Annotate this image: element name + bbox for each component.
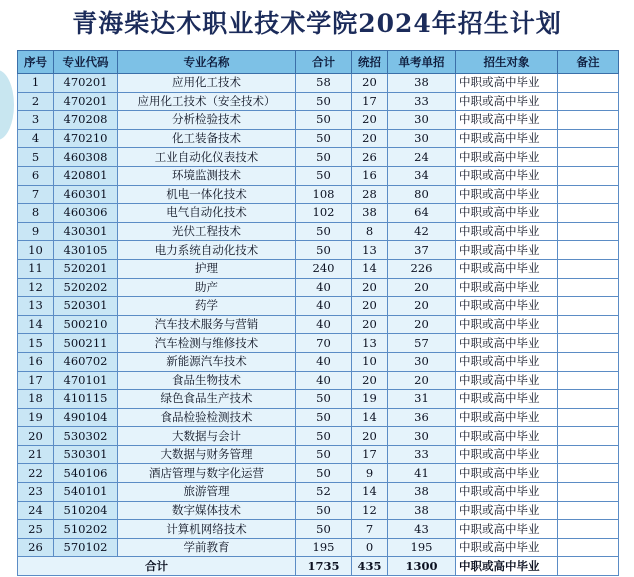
- row-total: 50: [296, 464, 352, 483]
- row-code: 530301: [54, 445, 118, 464]
- enrollment-table: [17, 50, 619, 576]
- row-unified: 19: [352, 390, 388, 409]
- row-name: 大数据与会计: [118, 427, 296, 446]
- row-seq: 4: [18, 129, 54, 148]
- row-code: 490104: [54, 408, 118, 427]
- total-sum: 1735: [296, 557, 352, 576]
- row-seq: 19: [18, 408, 54, 427]
- row-note: [558, 445, 619, 464]
- table-row: [18, 241, 619, 260]
- row-single: 33: [388, 445, 456, 464]
- row-total: 50: [296, 501, 352, 520]
- row-code: 540106: [54, 464, 118, 483]
- row-target: 中职或高中毕业: [456, 166, 558, 185]
- table-row: [18, 501, 619, 520]
- table-row: [18, 352, 619, 371]
- row-note: [558, 278, 619, 297]
- row-seq: 1: [18, 74, 54, 93]
- row-code: 500211: [54, 334, 118, 353]
- row-unified: 20: [352, 278, 388, 297]
- row-note: [558, 185, 619, 204]
- table-row: [18, 315, 619, 334]
- table-row: [18, 74, 619, 93]
- decorative-curve: [0, 70, 14, 140]
- row-seq: 14: [18, 315, 54, 334]
- row-note: [558, 204, 619, 223]
- row-single: 33: [388, 92, 456, 111]
- table-row: [18, 483, 619, 502]
- row-seq: 10: [18, 241, 54, 260]
- table-header-row: [18, 51, 619, 74]
- row-total: 52: [296, 483, 352, 502]
- row-seq: 25: [18, 520, 54, 539]
- row-name: 药学: [118, 297, 296, 316]
- row-single: 30: [388, 427, 456, 446]
- row-code: 470201: [54, 92, 118, 111]
- row-seq: 7: [18, 185, 54, 204]
- row-single: 38: [388, 501, 456, 520]
- row-code: 500210: [54, 315, 118, 334]
- row-unified: 13: [352, 241, 388, 260]
- row-single: 20: [388, 297, 456, 316]
- row-single: 43: [388, 520, 456, 539]
- row-seq: 21: [18, 445, 54, 464]
- row-code: 420801: [54, 166, 118, 185]
- row-code: 510204: [54, 501, 118, 520]
- column-header: 专业名称: [118, 51, 296, 74]
- row-target: 中职或高中毕业: [456, 92, 558, 111]
- row-single: 24: [388, 148, 456, 167]
- row-target: 中职或高中毕业: [456, 464, 558, 483]
- row-total: 58: [296, 74, 352, 93]
- row-seq: 13: [18, 297, 54, 316]
- table-row: [18, 278, 619, 297]
- row-code: 430301: [54, 222, 118, 241]
- row-name: 计算机网络技术: [118, 520, 296, 539]
- row-unified: 8: [352, 222, 388, 241]
- row-total: 50: [296, 148, 352, 167]
- row-code: 460308: [54, 148, 118, 167]
- row-note: [558, 464, 619, 483]
- row-total: 50: [296, 111, 352, 130]
- table-row: [18, 538, 619, 557]
- row-code: 470201: [54, 74, 118, 93]
- row-total: 195: [296, 538, 352, 557]
- row-target: 中职或高中毕业: [456, 204, 558, 223]
- row-name: 新能源汽车技术: [118, 352, 296, 371]
- row-name: 学前教育: [118, 538, 296, 557]
- row-code: 470101: [54, 371, 118, 390]
- row-total: 50: [296, 166, 352, 185]
- row-total: 50: [296, 129, 352, 148]
- row-code: 470208: [54, 111, 118, 130]
- row-single: 226: [388, 259, 456, 278]
- row-note: [558, 148, 619, 167]
- row-seq: 8: [18, 204, 54, 223]
- row-total: 70: [296, 334, 352, 353]
- row-name: 汽车检测与维修技术: [118, 334, 296, 353]
- row-target: 中职或高中毕业: [456, 334, 558, 353]
- row-total: 108: [296, 185, 352, 204]
- row-unified: 14: [352, 259, 388, 278]
- total-single: 1300: [388, 557, 456, 576]
- row-target: 中职或高中毕业: [456, 278, 558, 297]
- row-note: [558, 427, 619, 446]
- row-name: 化工装备技术: [118, 129, 296, 148]
- row-note: [558, 92, 619, 111]
- row-single: 195: [388, 538, 456, 557]
- table-row: [18, 148, 619, 167]
- row-single: 57: [388, 334, 456, 353]
- table-row: [18, 92, 619, 111]
- row-code: 540101: [54, 483, 118, 502]
- column-header: 合计: [296, 51, 352, 74]
- row-name: 绿色食品生产技术: [118, 390, 296, 409]
- row-name: 光伏工程技术: [118, 222, 296, 241]
- row-target: 中职或高中毕业: [456, 241, 558, 260]
- row-name: 食品生物技术: [118, 371, 296, 390]
- row-target: 中职或高中毕业: [456, 538, 558, 557]
- row-unified: 16: [352, 166, 388, 185]
- row-note: [558, 129, 619, 148]
- column-header: 备注: [558, 51, 619, 74]
- row-name: 大数据与财务管理: [118, 445, 296, 464]
- row-code: 570102: [54, 538, 118, 557]
- row-code: 410115: [54, 390, 118, 409]
- row-name: 分析检验技术: [118, 111, 296, 130]
- row-unified: 20: [352, 111, 388, 130]
- row-note: [558, 259, 619, 278]
- row-unified: 20: [352, 74, 388, 93]
- row-unified: 12: [352, 501, 388, 520]
- row-unified: 20: [352, 315, 388, 334]
- row-total: 50: [296, 222, 352, 241]
- row-name: 食品检验检测技术: [118, 408, 296, 427]
- table-row: [18, 204, 619, 223]
- row-single: 31: [388, 390, 456, 409]
- row-target: 中职或高中毕业: [456, 111, 558, 130]
- row-target: 中职或高中毕业: [456, 222, 558, 241]
- table-total-row: [18, 557, 619, 576]
- page-title: 青海柴达木职业技术学院2024年招生计划: [72, 9, 562, 38]
- row-single: 42: [388, 222, 456, 241]
- table-row: [18, 297, 619, 316]
- row-unified: 20: [352, 297, 388, 316]
- row-total: 50: [296, 390, 352, 409]
- row-single: 64: [388, 204, 456, 223]
- row-target: 中职或高中毕业: [456, 259, 558, 278]
- table-row: [18, 129, 619, 148]
- row-note: [558, 352, 619, 371]
- row-total: 40: [296, 297, 352, 316]
- table-row: [18, 334, 619, 353]
- row-name: 电力系统自动化技术: [118, 241, 296, 260]
- row-single: 38: [388, 74, 456, 93]
- row-name: 应用化工技术（安全技术）: [118, 92, 296, 111]
- row-single: 37: [388, 241, 456, 260]
- row-seq: 23: [18, 483, 54, 502]
- row-unified: 28: [352, 185, 388, 204]
- row-target: 中职或高中毕业: [456, 129, 558, 148]
- row-single: 38: [388, 483, 456, 502]
- table-row: [18, 166, 619, 185]
- row-code: 520201: [54, 259, 118, 278]
- table-row: [18, 185, 619, 204]
- row-code: 460702: [54, 352, 118, 371]
- row-code: 530302: [54, 427, 118, 446]
- row-note: [558, 74, 619, 93]
- table-row: [18, 222, 619, 241]
- row-target: 中职或高中毕业: [456, 390, 558, 409]
- row-total: 40: [296, 371, 352, 390]
- row-unified: 7: [352, 520, 388, 539]
- row-name: 机电一体化技术: [118, 185, 296, 204]
- row-code: 460301: [54, 185, 118, 204]
- row-target: 中职或高中毕业: [456, 408, 558, 427]
- row-code: 520301: [54, 297, 118, 316]
- column-header: 专业代码: [54, 51, 118, 74]
- row-note: [558, 390, 619, 409]
- row-code: 460306: [54, 204, 118, 223]
- row-name: 汽车技术服务与营销: [118, 315, 296, 334]
- row-single: 30: [388, 129, 456, 148]
- row-unified: 17: [352, 445, 388, 464]
- row-single: 20: [388, 371, 456, 390]
- row-note: [558, 241, 619, 260]
- row-single: 36: [388, 408, 456, 427]
- row-note: [558, 297, 619, 316]
- row-note: [558, 538, 619, 557]
- row-target: 中职或高中毕业: [456, 483, 558, 502]
- row-single: 34: [388, 166, 456, 185]
- row-seq: 15: [18, 334, 54, 353]
- row-seq: 17: [18, 371, 54, 390]
- row-unified: 26: [352, 148, 388, 167]
- row-name: 应用化工技术: [118, 74, 296, 93]
- table-row: [18, 445, 619, 464]
- row-name: 电气自动化技术: [118, 204, 296, 223]
- row-name: 环境监测技术: [118, 166, 296, 185]
- row-unified: 17: [352, 92, 388, 111]
- row-seq: 24: [18, 501, 54, 520]
- row-name: 工业自动化仪表技术: [118, 148, 296, 167]
- row-unified: 9: [352, 464, 388, 483]
- row-unified: 20: [352, 371, 388, 390]
- row-note: [558, 222, 619, 241]
- table-row: [18, 464, 619, 483]
- row-code: 510202: [54, 520, 118, 539]
- column-header: 统招: [352, 51, 388, 74]
- row-single: 30: [388, 111, 456, 130]
- row-total: 40: [296, 315, 352, 334]
- row-unified: 20: [352, 427, 388, 446]
- total-unified: 435: [352, 557, 388, 576]
- row-unified: 38: [352, 204, 388, 223]
- row-seq: 2: [18, 92, 54, 111]
- row-total: 50: [296, 445, 352, 464]
- row-total: 40: [296, 278, 352, 297]
- total-target: 中职或高中毕业: [456, 557, 558, 576]
- table-row: [18, 390, 619, 409]
- row-total: 50: [296, 241, 352, 260]
- row-total: 50: [296, 427, 352, 446]
- row-note: [558, 334, 619, 353]
- row-total: 50: [296, 520, 352, 539]
- row-single: 20: [388, 315, 456, 334]
- row-unified: 14: [352, 408, 388, 427]
- row-unified: 14: [352, 483, 388, 502]
- row-note: [558, 520, 619, 539]
- row-single: 41: [388, 464, 456, 483]
- row-seq: 9: [18, 222, 54, 241]
- row-target: 中职或高中毕业: [456, 501, 558, 520]
- row-seq: 16: [18, 352, 54, 371]
- column-header: 招生对象: [456, 51, 558, 74]
- row-unified: 0: [352, 538, 388, 557]
- row-name: 护理: [118, 259, 296, 278]
- row-seq: 18: [18, 390, 54, 409]
- table-row: [18, 259, 619, 278]
- row-total: 50: [296, 92, 352, 111]
- row-seq: 11: [18, 259, 54, 278]
- row-total: 50: [296, 408, 352, 427]
- row-total: 102: [296, 204, 352, 223]
- row-code: 470210: [54, 129, 118, 148]
- table-row: [18, 427, 619, 446]
- row-seq: 20: [18, 427, 54, 446]
- total-label: 合计: [18, 557, 296, 576]
- row-single: 80: [388, 185, 456, 204]
- row-single: 20: [388, 278, 456, 297]
- column-header: 单考单招: [388, 51, 456, 74]
- row-seq: 3: [18, 111, 54, 130]
- row-target: 中职或高中毕业: [456, 427, 558, 446]
- row-unified: 10: [352, 352, 388, 371]
- table-row: [18, 520, 619, 539]
- row-single: 30: [388, 352, 456, 371]
- row-name: 数字媒体技术: [118, 501, 296, 520]
- row-name: 旅游管理: [118, 483, 296, 502]
- row-note: [558, 371, 619, 390]
- row-seq: 5: [18, 148, 54, 167]
- row-target: 中职或高中毕业: [456, 297, 558, 316]
- row-target: 中职或高中毕业: [456, 148, 558, 167]
- table-row: [18, 371, 619, 390]
- row-target: 中职或高中毕业: [456, 74, 558, 93]
- row-target: 中职或高中毕业: [456, 352, 558, 371]
- row-note: [558, 166, 619, 185]
- row-note: [558, 315, 619, 334]
- row-target: 中职或高中毕业: [456, 371, 558, 390]
- row-seq: 22: [18, 464, 54, 483]
- row-target: 中职或高中毕业: [456, 520, 558, 539]
- row-name: 助产: [118, 278, 296, 297]
- row-code: 430105: [54, 241, 118, 260]
- row-note: [558, 483, 619, 502]
- row-note: [558, 111, 619, 130]
- row-unified: 13: [352, 334, 388, 353]
- row-seq: 12: [18, 278, 54, 297]
- table-body: [18, 74, 619, 576]
- row-note: [558, 501, 619, 520]
- row-target: 中职或高中毕业: [456, 185, 558, 204]
- row-total: 240: [296, 259, 352, 278]
- row-name: 酒店管理与数字化运营: [118, 464, 296, 483]
- row-seq: 6: [18, 166, 54, 185]
- row-seq: 26: [18, 538, 54, 557]
- row-note: [558, 408, 619, 427]
- total-note: [558, 557, 619, 576]
- row-total: 40: [296, 352, 352, 371]
- row-code: 520202: [54, 278, 118, 297]
- table-row: [18, 408, 619, 427]
- row-target: 中职或高中毕业: [456, 315, 558, 334]
- row-target: 中职或高中毕业: [456, 445, 558, 464]
- column-header: 序号: [18, 51, 54, 74]
- row-unified: 20: [352, 129, 388, 148]
- table-row: [18, 111, 619, 130]
